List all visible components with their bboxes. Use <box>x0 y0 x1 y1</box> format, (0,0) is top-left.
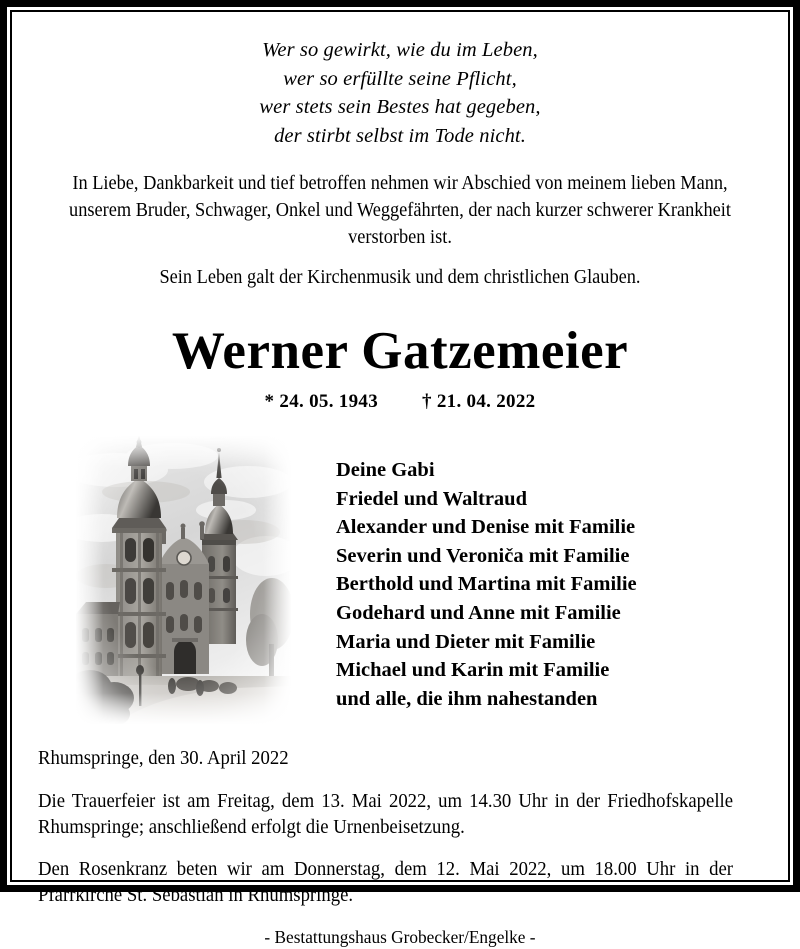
announcement-paragraph: In Liebe, Dankbarkeit und tief betroffen nehmen wir Abschied von meinem lieben Mann, unserem Bruder, Schwager, Onkel und Weggefährten, der nach kurzer schwerer Krankheit verstorben ist. <box>69 173 731 248</box>
church-illustration-icon <box>76 436 291 724</box>
verse-line-1: Wer so gewirkt, wie du im Leben, <box>262 39 538 61</box>
church-photo-image <box>76 436 291 724</box>
family-line: Severin und Veroniča mit Familie <box>336 544 630 567</box>
verse-line-4: der stirbt selbst im Tode nicht. <box>274 124 526 147</box>
family-line: Friedel und Waltraud <box>336 487 527 510</box>
funeral-service-details: Die Trauerfeier ist am Freitag, dem 13. Mai 2022, um 14.30 Uhr in der Friedhofskapelle Rhumspringe; anschließend erfolgt die Urnenbeisetzung. <box>38 791 734 838</box>
family-line: Alexander und Denise mit Familie <box>336 516 636 539</box>
verse-line-2: wer so erfüllte seine Pflicht, <box>283 67 517 90</box>
memorial-verse <box>38 36 762 150</box>
undertaker-credit: - Bestattungshaus Grobecker/Engelke - <box>264 927 536 947</box>
place-and-date: Rhumspringe, den 30. April 2022 <box>38 748 289 769</box>
photo-and-family-block <box>38 436 762 724</box>
church-photo <box>76 436 291 724</box>
family-line: und alle, die ihm nahestanden <box>336 687 598 710</box>
family-line: Berthold und Martina mit Familie <box>336 573 637 596</box>
rosary-details: Den Rosenkranz beten wir am Donnerstag, dem 12. Mai 2022, um 18.00 Uhr in der Pfarrkirche St. Sebastian in Rhumspringe. <box>38 859 734 906</box>
verse-line-3: wer stets sein Bestes hat gegeben, <box>259 96 541 118</box>
family-signature-list <box>336 456 762 713</box>
notice-inner-frame <box>10 10 790 947</box>
birth-date: * 24. 05. 1943 <box>264 391 378 412</box>
family-line: Godehard und Anne mit Familie <box>336 601 621 624</box>
deceased-name: Werner Gatzemeier <box>171 322 629 380</box>
life-dedication-line: Sein Leben galt der Kirchenmusik und dem christlichen Glauben. <box>159 267 641 288</box>
family-line: Deine Gabi <box>336 459 435 481</box>
life-dates <box>38 390 762 414</box>
death-date: † 21. 04. 2022 <box>422 391 536 412</box>
family-line: Maria und Dieter mit Familie <box>336 630 596 653</box>
family-line: Michael und Karin mit Familie <box>336 659 610 682</box>
